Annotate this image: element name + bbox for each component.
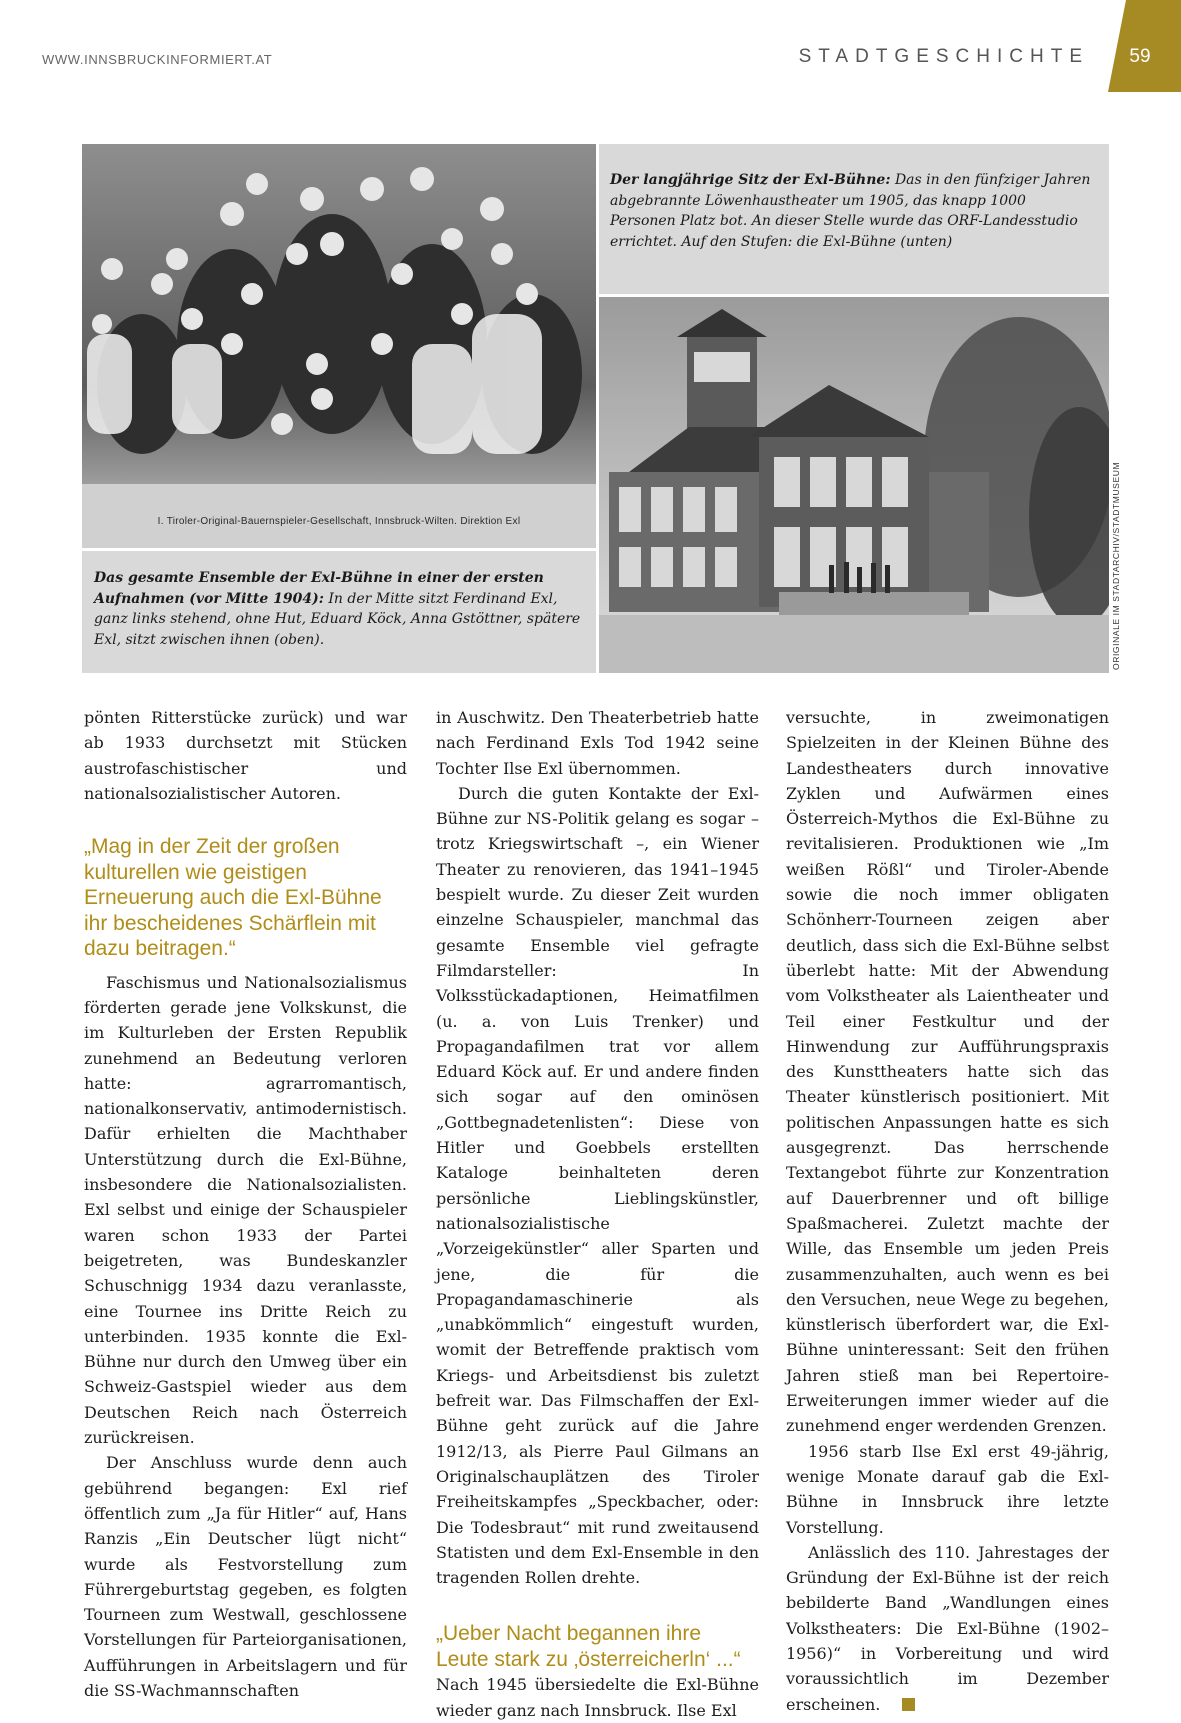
paragraph: Durch die guten Kontakte der Exl-Bühne zur NS-Politik gelang es sogar – trotz Kriegswirtschaft –, ein Wiener Theater zu renovieren, das 1941–1945 bespielt wurde. Zu dieser Zeit wurden einzelne Schauspieler, manchmal das gesamte Ensemble viel gefragte Filmdarsteller: In Volksstückadaptionen, Heimatfilmen (u. a. von Luis Trenker) und Propagandafilmen trat vor allem Eduard Köck auf. Er und andere finden sich sogar auf den ominösen „Gottbegnadetenlisten“: Diese von Hitler und Goebbels erstellten Kataloge beinhalteten deren persönliche Lieblingskünstler, nationalsozialistische „Vorzeigekünstler“ aller Sparten und jene, die für die Propagandamaschinerie als „unabkömmlich“ eingestuft wurden, womit der Betreffende praktisch vom Kriegs- und Arbeitsdienst bis zuletzt befreit war. Das Filmschaffen der Exl-Bühne geht zurück auf die Jahre 1912/13, als Pierre Paul Gilmans an Originalschauplätzen des Tiroler Freiheitskampfes „Speckbacher, oder: Die Todesbraut“ mit rund zweitausend Statisten und dem Exl-Ensemble in den tragenden Rollen drehte. [436,783,759,1588]
caption-theater-lead: Der langjährige Sitz der Exl-Bühne: [610,172,891,188]
pull-quote: „Mag in der Zeit der großen kulturellen wie geistigen Erneuerung auch die Exl-Bühne ihr bescheidenes Schärflein mit dazu beitragen.“ [84,835,382,961]
page-number: 59 [1129,46,1151,67]
paragraph: in Auschwitz. Den Theaterbetrieb hatte nach Ferdinand Exls Tod 1942 seine Tochter Ilse Exl übernommen. [436,708,759,778]
text-column-3 [786,705,1109,1717]
paragraph: pönten Ritterstücke zurück) und war ab 1933 durchsetzt mit Stücken austrofaschistischer und nationalsozialistischer Autoren. [84,708,407,803]
caption-ensemble [82,551,596,673]
caption-theater-text: Das in den fünfziger Jahren abgebrannte Löwenhaustheater um 1905, das knapp 1000 Personen Platz bot. An dieser Stelle wurde das ORF-Landesstudio errichtet. Auf den Stufen: die Exl-Bühne (unten) [610,172,1091,250]
caption-theater [599,144,1109,294]
paragraph-final [786,1540,1109,1717]
photo-plate-text: I. Tiroler-Original-Bauernspieler-Gesellschaft, Innsbruck-Wilten. Direktion Exl [157,516,521,527]
pull-quote: „Ueber Nacht begannen ihre Leute stark zu ‚österreicherln‘ ...“ [436,1622,741,1671]
photo-credit: ORIGINALE IM STADTARCHIV/STADTMUSEUM [1111,461,1121,670]
text-column-1 [84,705,407,1703]
end-of-article-mark [902,1698,915,1711]
text-column-2 [436,705,759,1723]
paragraph: versuchte, in zweimonatigen Spielzeiten in der Kleinen Bühne des Landestheaters durch innovative Zyklen und Aufwärmen eines Österreich-Mythos die Exl-Bühne zu revitalisieren. Produktionen wie „Im weißen Rößl“ und Tiroler-Abende sowie die noch immer obligaten Schönherr-Tourneen zeigen aber deutlich, dass sich die Exl-Bühne selbst überlebt hatte: Mit der Abwendung vom Volkstheater als Laientheater und Teil einer Festkultur und der Hinwendung zur Aufführungspraxis des Kunsttheaters hatte sich das Theater künstlerisch positioniert. Mit politischen Anpassungen hatte es sich ausgegrenzt. Das herrschende Textangebot führte zur Konzentration auf Dauerbrenner und oft billige Spaßmacherei. Zuletzt machte der Wille, das Ensemble um jeden Preis zusammenzuhalten, auch wenn es bei den Versuchen, neue Wege zu begehen, künstlerisch überfordert war, die Exl-Bühne uninteressant: Seit den frühen Jahren stieß man bei Repertoire-Erweiterungen immer wieder auf die zunehmend enger werdenden Grenzen. [786,708,1109,1436]
paragraph: Der Anschluss wurde denn auch gebührend begangen: Exl rief öffentlich zum „Ja für Hitler“ auf, Hans Ranzis „Ein Deutscher lügt nicht“ wurde als Festvorstellung zum Führergeburtstag gegeben, es folgten Tourneen zum Westwall, geschlossene Vorstellungen für Parteiorganisationen, Aufführungen in Arbeitslagern und für die SS-Wachmannschaften [84,1453,407,1700]
section-title: STADTGESCHICHTE [798,46,1089,67]
paragraph: Faschismus und Nationalsozialismus förderten gerade jene Volkskunst, die im Kulturleben der Ersten Republik zunehmend an Bedeutung verloren hatte: agrarromantisch, nationalkonservativ, antimodernistisch. Dafür erhielten die Machthaber Unterstützung durch die Exl-Bühne, insbesondere die Nationalsozialisten. Exl selbst und einige der Schauspieler waren schon 1933 der Partei beigetreten, was Bundeskanzler Schuschnigg 1934 dazu veranlasste, eine Tournee ins Dritte Reich zu unterbinden. 1935 konnte die Exl-Bühne nur durch den Umweg über ein Schweiz-Gastspiel wieder aus dem Deutschen Reich nach Österreich zurückreisen. [84,972,407,1448]
caption-ensemble-text: In der Mitte sitzt Ferdinand Exl, ganz links stehend, ohne Hut, Eduard Köck, Anna Gstöttner, spätere Exl, sitzt zwischen ihnen (oben). [94,590,581,648]
paragraph: 1956 starb Ilse Exl erst 49-jährig, wenige Monate darauf gab die Exl-Bühne in Innsbruck ihre letzte Vorstellung. [786,1441,1109,1537]
ensemble-photo [82,144,596,548]
website-url[interactable]: WWW.INNSBRUCKINFORMIERT.AT [42,52,273,67]
paragraph: Nach 1945 übersiedelte die Exl-Bühne wieder ganz nach Innsbruck. Ilse Exl [436,1675,759,1720]
caption-ensemble-lead: Das gesamte Ensemble der Exl-Bühne in einer der ersten Aufnahmen (vor Mitte 1904): [94,570,544,607]
paragraph-final-text: Anlässlich des 110. Jahrestages der Gründung der Exl-Bühne ist der reich bebilderte Band „Wandlungen eines Volkstheaters: Die Exl-Bühne (1902–1956)“ in Vorbereitung und wird voraussichtlich im Dezember erscheinen. [786,1542,1109,1714]
theater-photo [599,297,1109,673]
